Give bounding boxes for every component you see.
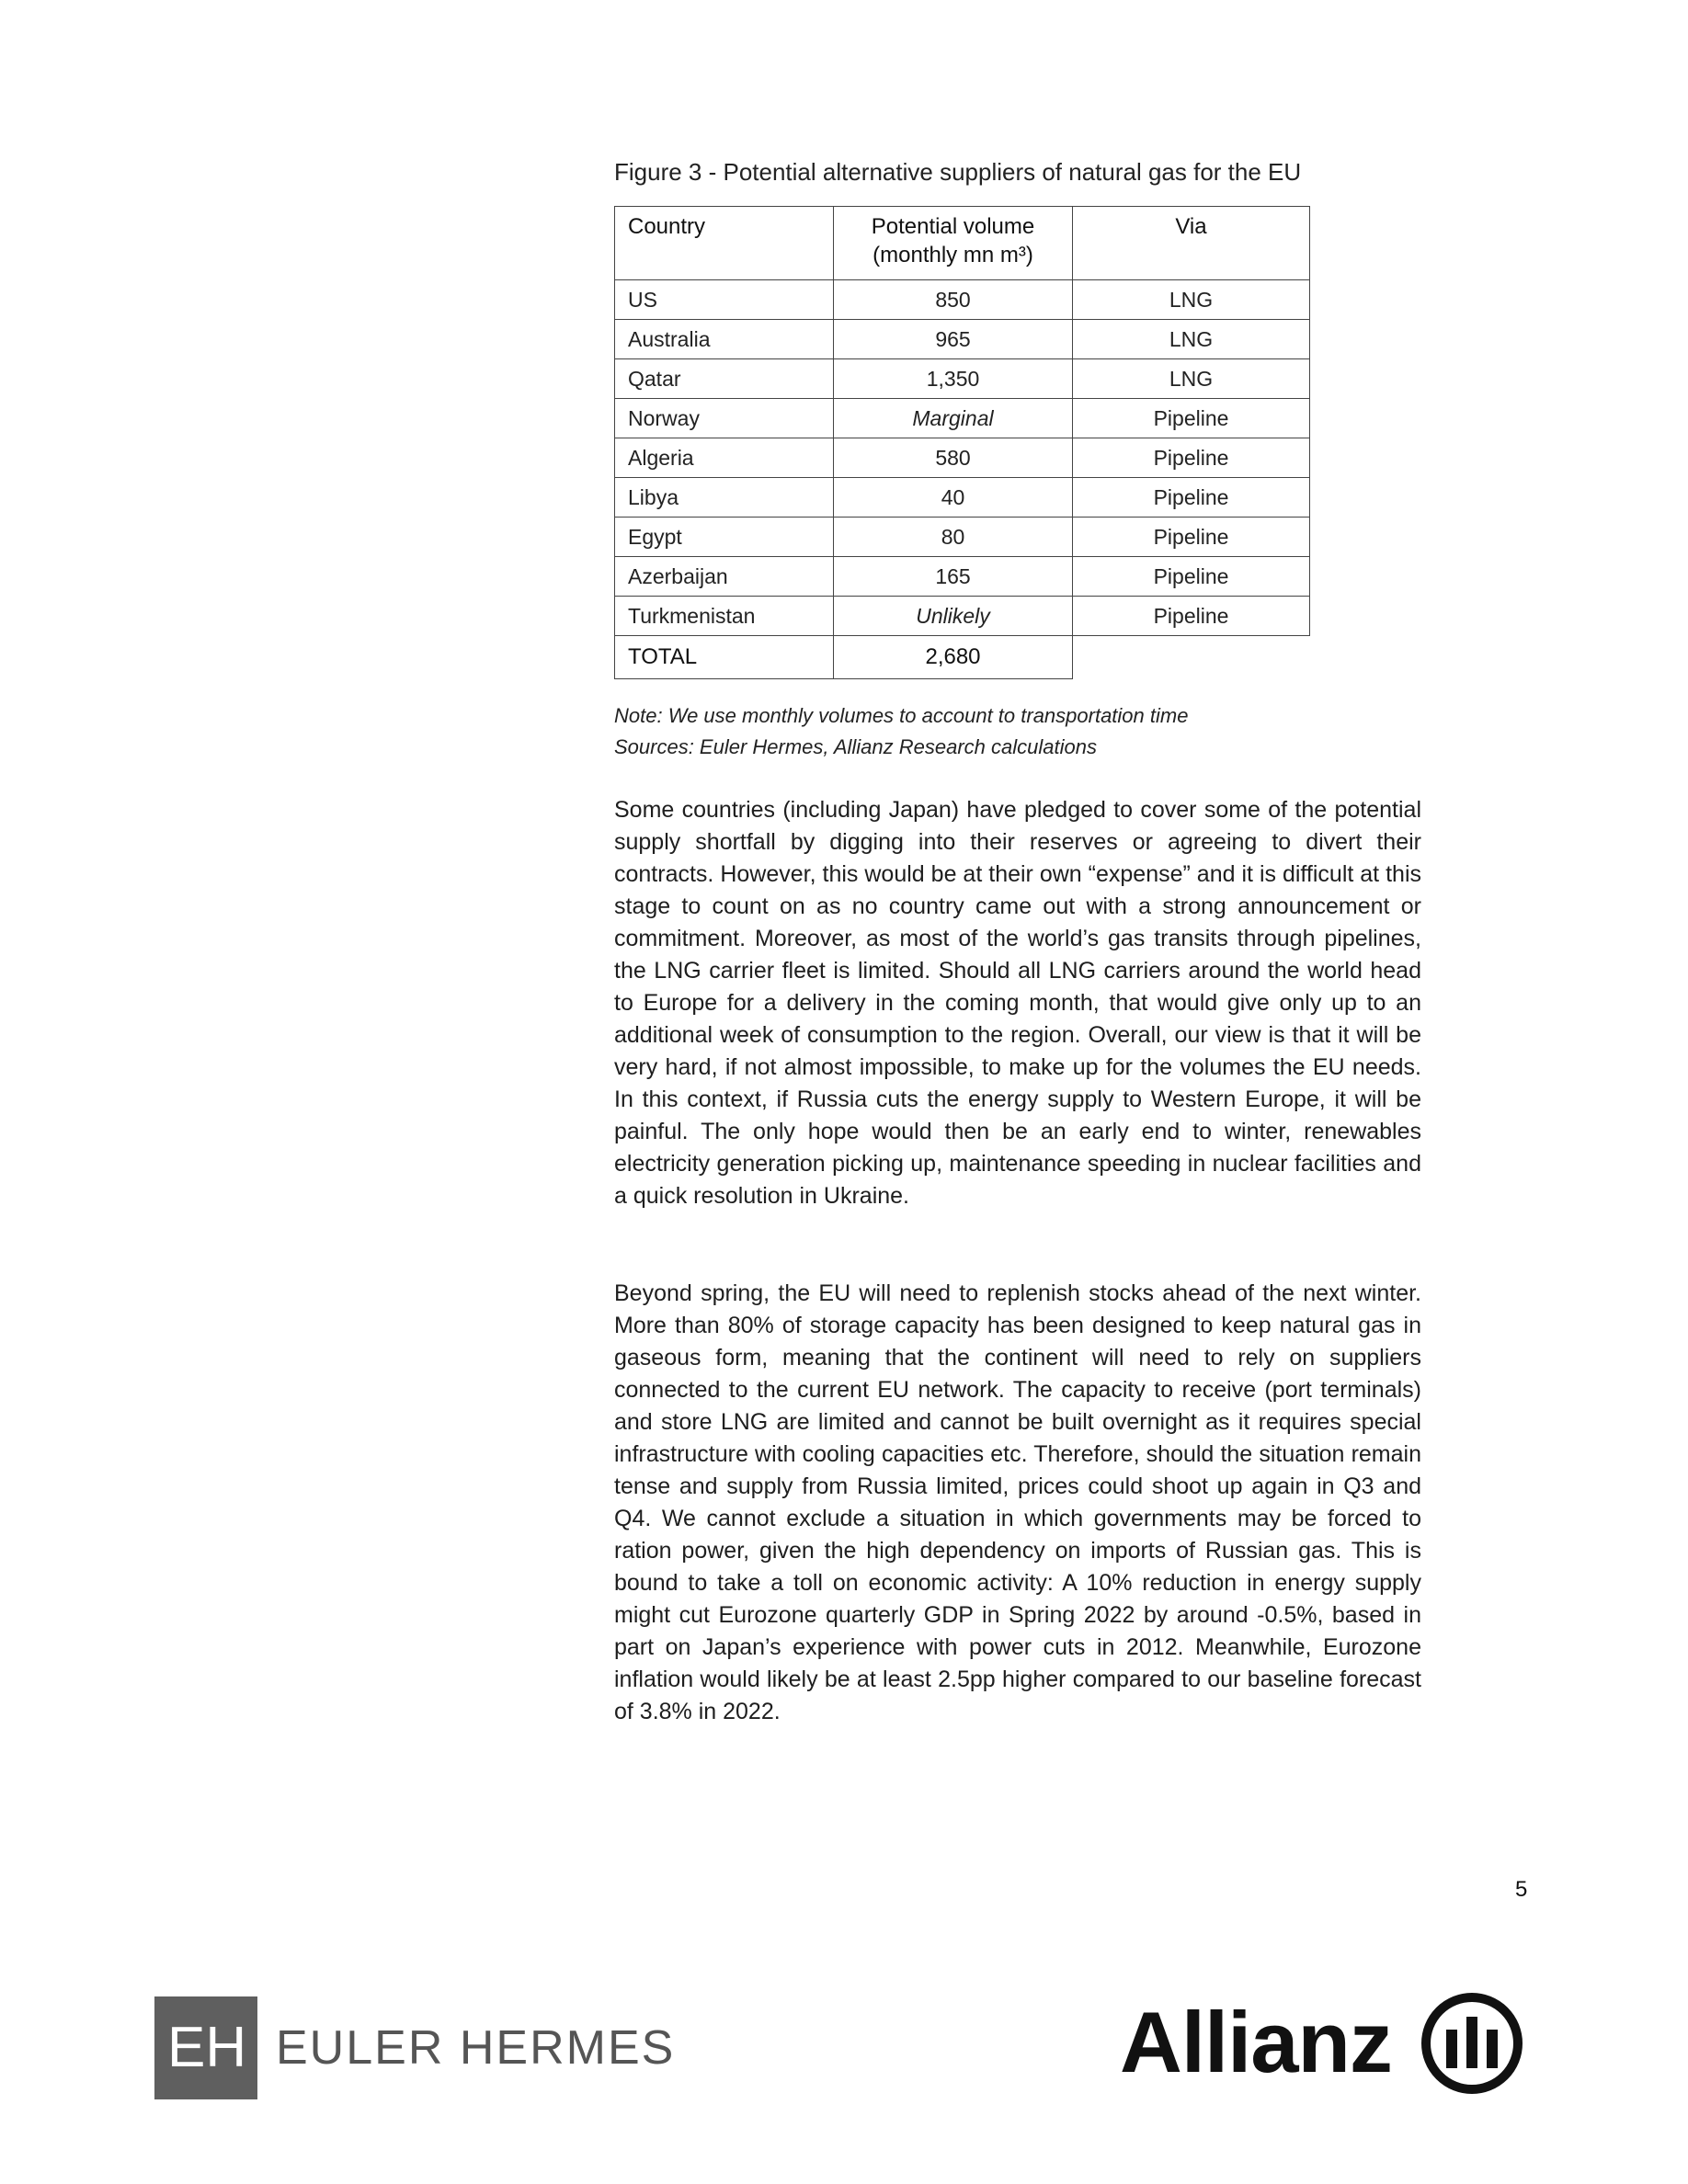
table-row: [615, 597, 1310, 636]
cell-via: Pipeline: [1073, 557, 1310, 597]
cell-country: Egypt: [615, 518, 834, 557]
cell-volume: 80: [834, 518, 1073, 557]
table-row: [615, 438, 1310, 478]
cell-country: Algeria: [615, 438, 834, 478]
page-number: 5: [1515, 1877, 1528, 1902]
cell-via: Pipeline: [1073, 518, 1310, 557]
cell-total-label: TOTAL: [615, 636, 834, 679]
figure-notes: [614, 700, 1188, 763]
table-row: [615, 320, 1310, 359]
table-row: [615, 399, 1310, 438]
figure-note: Note: We use monthly volumes to account to transportation time: [614, 704, 1189, 727]
cell-country: Turkmenistan: [615, 597, 834, 636]
cell-via: LNG: [1073, 280, 1310, 320]
figure-title: Figure 3 - Potential alternative suppliers of natural gas for the EU: [614, 158, 1302, 186]
cell-volume: 850: [834, 280, 1073, 320]
table-header-row: [615, 207, 1310, 280]
table-row: [615, 557, 1310, 597]
body-paragraph: Some countries (including Japan) have pledged to cover some of the potential supply shortfall by digging into their reserves or agreeing to divert their contracts. However, this would be at their own “expense” and it is difficult at this stage to count on as no country came out with a strong announcement or commitment. Moreover, as most of the world’s gas transits through pipelines, the LNG carrier fleet is limited. Should all LNG carriers around the world head to Europe for a delivery in the coming month, that would give only up to an additional week of consumption to the region. Overall, our view is that it will be very hard, if not almost impossible, to make up for the volumes the EU needs. In this context, if Russia cuts the energy supply to Western Europe, it will be painful. The only hope would then be an early end to winter, renewables electricity generation picking up, maintenance speeding in nuclear facilities and a quick resolution in Ukraine.: [614, 797, 1421, 1209]
table-row: [615, 518, 1310, 557]
cell-volume: 1,350: [834, 359, 1073, 399]
header-via: Via: [1073, 207, 1310, 280]
cell-total-value: 2,680: [834, 636, 1073, 679]
euler-hermes-logo-mark: EH: [167, 2016, 247, 2079]
cell-volume: 40: [834, 478, 1073, 518]
cell-via: Pipeline: [1073, 597, 1310, 636]
cell-volume: 965: [834, 320, 1073, 359]
supplier-table: [614, 206, 1310, 679]
cell-via: Pipeline: [1073, 478, 1310, 518]
figure-sources: Sources: Euler Hermes, Allianz Research calculations: [614, 735, 1097, 758]
euler-hermes-logo: [154, 1996, 257, 2099]
cell-via: LNG: [1073, 320, 1310, 359]
allianz-eagle-icon: [1421, 1993, 1523, 2094]
table-row: [615, 280, 1310, 320]
header-volume-text: Potential volume (monthly mn m³): [871, 214, 1035, 267]
cell-country: Norway: [615, 399, 834, 438]
table-total-row: [615, 636, 1310, 679]
cell-via: Pipeline: [1073, 399, 1310, 438]
cell-country: US: [615, 280, 834, 320]
header-potential-volume: [834, 207, 1073, 280]
allianz-name: Allianz: [1120, 1994, 1392, 2090]
cell-total-empty: [1073, 636, 1310, 679]
cell-volume: Unlikely: [834, 597, 1073, 636]
body-paragraph: Beyond spring, the EU will need to replenish stocks ahead of the next winter. More than 80% of storage capacity has been designed to keep natural gas in gaseous form, meaning that the continent will need to rely on suppliers connected to the current EU network. The capacity to receive (port terminals) and store LNG are limited and cannot be built overnight as it requires special infrastructure with cooling capacities etc. Therefore, should the situation remain tense and supply from Russia limited, prices could shoot up again in Q3 and Q4. We cannot exclude a situation in which governments may be forced to ration power, given the high dependency on imports of Russian gas. This is bound to take a toll on economic activity: A 10% reduction in energy supply might cut Eurozone quarterly GDP in Spring 2022 by around -0.5%, based in part on Japan’s experience with power cuts in 2012. Meanwhile, Eurozone inflation would likely be at least 2.5pp higher compared to our baseline forecast of 3.8% in 2022.: [614, 1280, 1421, 1724]
cell-country: Qatar: [615, 359, 834, 399]
cell-country: Australia: [615, 320, 834, 359]
euler-hermes-name: EULER HERMES: [276, 2021, 676, 2075]
table-row: [615, 359, 1310, 399]
cell-volume: 165: [834, 557, 1073, 597]
cell-country: Libya: [615, 478, 834, 518]
cell-via: LNG: [1073, 359, 1310, 399]
header-country: Country: [615, 207, 834, 280]
cell-via: Pipeline: [1073, 438, 1310, 478]
cell-volume: Marginal: [834, 399, 1073, 438]
table-row: [615, 478, 1310, 518]
cell-country: Azerbaijan: [615, 557, 834, 597]
cell-volume: 580: [834, 438, 1073, 478]
